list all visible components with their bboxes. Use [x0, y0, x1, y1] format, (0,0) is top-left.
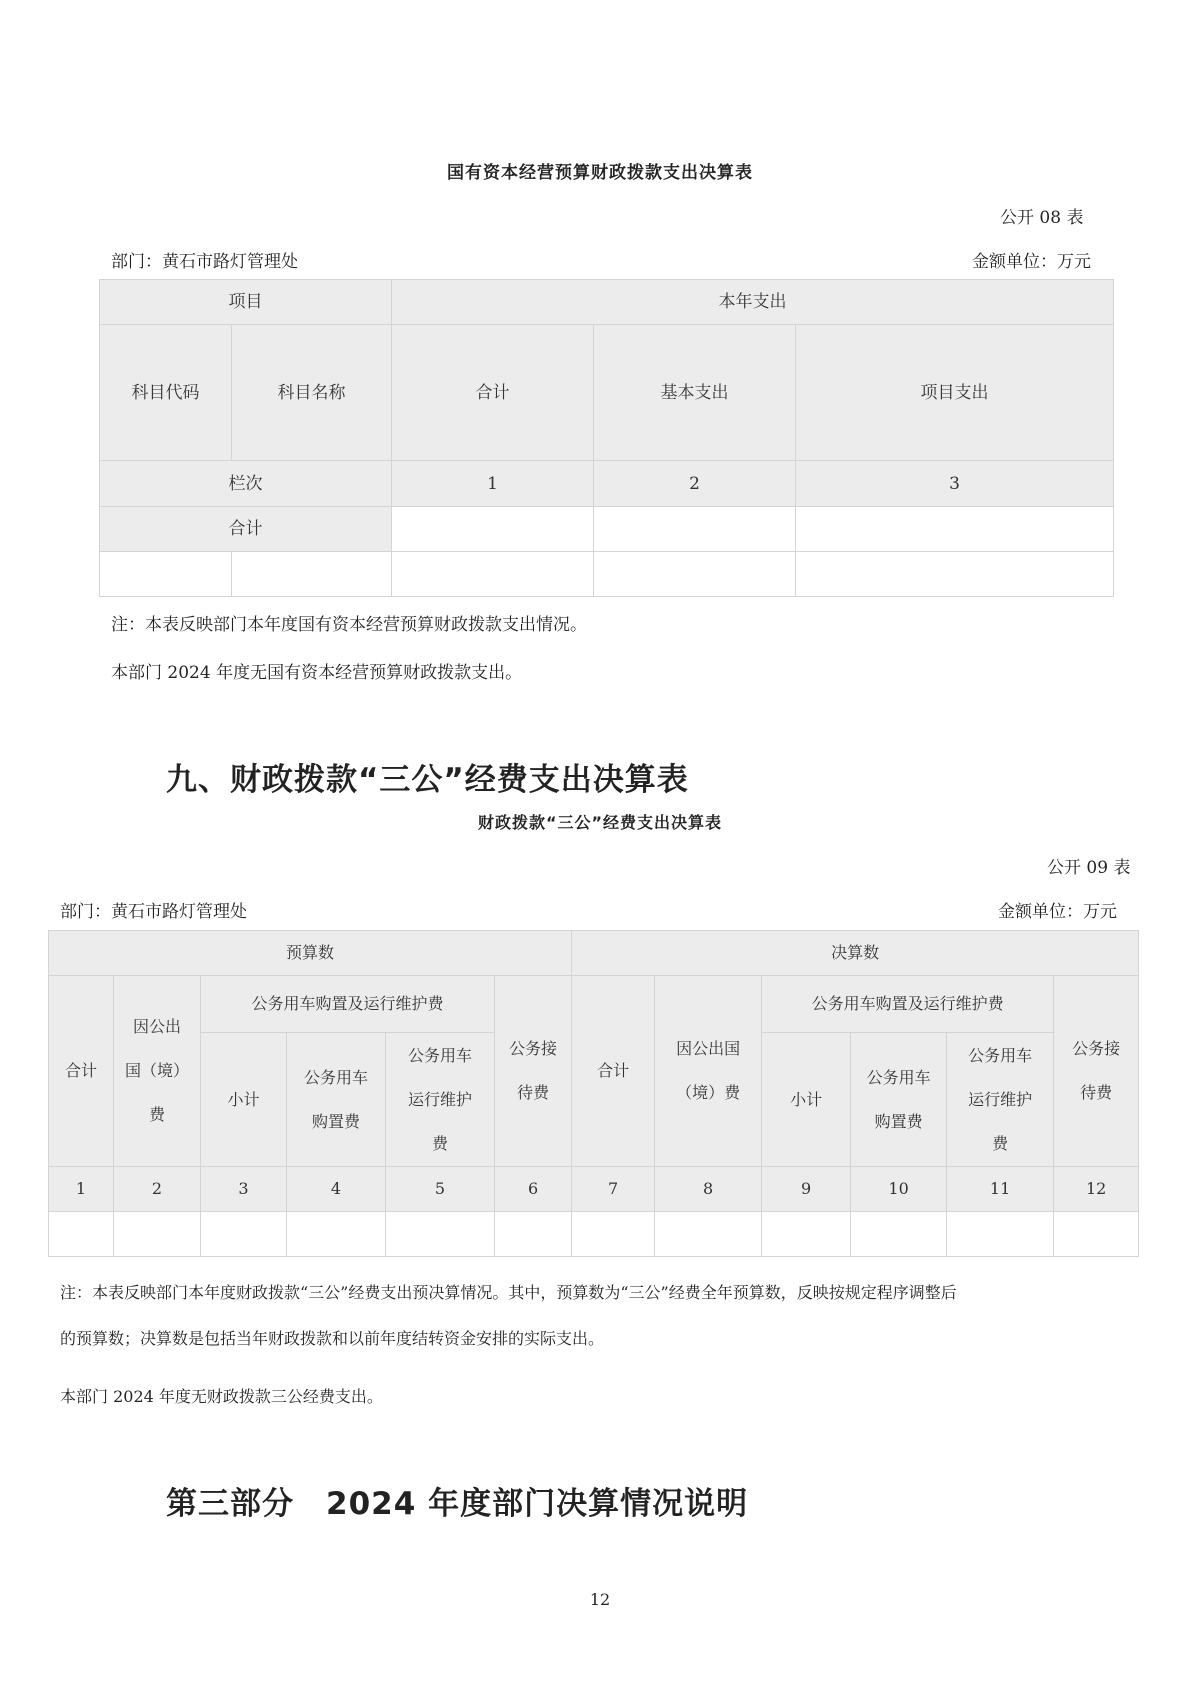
- empty-cell: [1054, 1212, 1139, 1257]
- row-lanci: 栏次: [100, 461, 392, 507]
- total-cell: [392, 507, 594, 552]
- num-cell: 2: [114, 1167, 201, 1212]
- lanci-1: 1: [392, 461, 594, 507]
- empty-cell: [572, 1212, 655, 1257]
- car-run2-line2: 运行维护: [968, 1089, 1033, 1109]
- col-total: 合计: [392, 325, 594, 461]
- budget-car-group: 公务用车购置及运行维护费: [201, 976, 495, 1033]
- final-reception: [1054, 976, 1139, 1167]
- empty-cell: [232, 552, 392, 597]
- empty-cell: [796, 552, 1114, 597]
- table08-dept: 部门：黄石市路灯管理处: [111, 252, 298, 272]
- num-cell: 3: [201, 1167, 287, 1212]
- table08: [99, 279, 1114, 597]
- abroad-line1: 因公出: [132, 1017, 181, 1036]
- empty-cell: [655, 1212, 762, 1257]
- table08-statement: 本部门 2024 年度无国有资本经营预算财政拨款支出。: [111, 663, 523, 683]
- num-cell: 1: [49, 1167, 114, 1212]
- reception-line2: 待费: [517, 1083, 550, 1102]
- abroad-line2: 国（境）: [124, 1061, 189, 1080]
- num-cell: 9: [762, 1167, 851, 1212]
- lanci-3: 3: [796, 461, 1114, 507]
- num-cell: 5: [386, 1167, 495, 1212]
- total-cell: [594, 507, 796, 552]
- budget-car-run: [386, 1033, 495, 1167]
- final-car-run: [947, 1033, 1054, 1167]
- lanci-2: 2: [594, 461, 796, 507]
- reception-line1: 公务接: [509, 1039, 558, 1058]
- empty-cell: [495, 1212, 572, 1257]
- total-cell: [796, 507, 1114, 552]
- part3-heading: 第三部分 2024 年度部门决算情况说明: [166, 1486, 749, 1522]
- car-run-line1: 公务用车: [407, 1045, 472, 1065]
- budget-abroad: [114, 976, 201, 1167]
- header-item: 项目: [100, 280, 392, 325]
- num-cell: 12: [1054, 1167, 1139, 1212]
- col-basic: 基本支出: [594, 325, 796, 461]
- reception2-line2: 待费: [1080, 1083, 1113, 1102]
- car-buy-line1: 公务用车: [303, 1067, 368, 1087]
- abroad2-line1: 因公出国: [676, 1039, 741, 1058]
- empty-cell: [287, 1212, 386, 1257]
- empty-cell: [386, 1212, 495, 1257]
- final-header: 决算数: [572, 931, 1139, 976]
- num-cell: 4: [287, 1167, 386, 1212]
- table09-statement: 本部门 2024 年度无财政拨款三公经费支出。: [60, 1387, 383, 1406]
- budget-subtotal: 小计: [201, 1033, 287, 1167]
- table09-note-line1: 注：本表反映部门本年度财政拨款“三公”经费支出预决算情况。其中，预算数为“三公”经费全年预算数，反映按规定程序调整后: [60, 1283, 957, 1302]
- table09: [48, 930, 1139, 1257]
- col-project: 项目支出: [796, 325, 1114, 461]
- empty-cell: [392, 552, 594, 597]
- car-run2-line1: 公务用车: [968, 1045, 1033, 1065]
- section9-heading: 九、财政拨款“三公”经费支出决算表: [166, 762, 689, 798]
- table09-unit: 金额单位：万元: [998, 902, 1117, 922]
- budget-header: 预算数: [49, 931, 572, 976]
- num-cell: 11: [947, 1167, 1054, 1212]
- final-subtotal: 小计: [762, 1033, 851, 1167]
- empty-cell: [594, 552, 796, 597]
- empty-cell: [100, 552, 232, 597]
- table08-code: 公开 08 表: [1000, 208, 1084, 228]
- col-name: 科目名称: [232, 325, 392, 461]
- table09-note-line2: 的预算数；决算数是包括当年财政拨款和以前年度结转资金安排的实际支出。: [60, 1329, 605, 1348]
- header-spend: 本年支出: [392, 280, 1114, 325]
- empty-cell: [49, 1212, 114, 1257]
- empty-cell: [851, 1212, 947, 1257]
- empty-cell: [947, 1212, 1054, 1257]
- abroad2-line2: （境）费: [676, 1083, 741, 1102]
- num-cell: 10: [851, 1167, 947, 1212]
- page-number: 12: [589, 1590, 611, 1609]
- car-buy2-line2: 购置费: [874, 1111, 923, 1131]
- reception2-line1: 公务接: [1072, 1039, 1121, 1058]
- budget-total: 合计: [49, 976, 114, 1167]
- final-car-group: 公务用车购置及运行维护费: [762, 976, 1054, 1033]
- final-total: 合计: [572, 976, 655, 1167]
- budget-reception: [495, 976, 572, 1167]
- empty-cell: [114, 1212, 201, 1257]
- final-car-buy: [851, 1033, 947, 1167]
- table08-unit: 金额单位：万元: [972, 252, 1091, 272]
- empty-cell: [201, 1212, 287, 1257]
- num-cell: 6: [495, 1167, 572, 1212]
- col-code: 科目代码: [100, 325, 232, 461]
- car-run-line3: 费: [431, 1133, 448, 1153]
- table08-note: 注：本表反映部门本年度国有资本经营预算财政拨款支出情况。: [111, 615, 587, 635]
- abroad-line3: 费: [148, 1105, 165, 1124]
- car-buy2-line1: 公务用车: [866, 1067, 931, 1087]
- car-run-line2: 运行维护: [407, 1089, 472, 1109]
- budget-car-buy: [287, 1033, 386, 1167]
- table08-title: 国有资本经营预算财政拨款支出决算表: [447, 163, 753, 183]
- num-cell: 7: [572, 1167, 655, 1212]
- car-buy-line2: 购置费: [311, 1111, 360, 1131]
- table09-dept: 部门：黄石市路灯管理处: [60, 902, 247, 922]
- empty-cell: [762, 1212, 851, 1257]
- row-total: 合计: [100, 507, 392, 552]
- table09-code: 公开 09 表: [1047, 858, 1131, 878]
- final-abroad: [655, 976, 762, 1167]
- table09-title: 财政拨款“三公”经费支出决算表: [477, 813, 723, 832]
- num-cell: 8: [655, 1167, 762, 1212]
- car-run2-line3: 费: [992, 1133, 1009, 1153]
